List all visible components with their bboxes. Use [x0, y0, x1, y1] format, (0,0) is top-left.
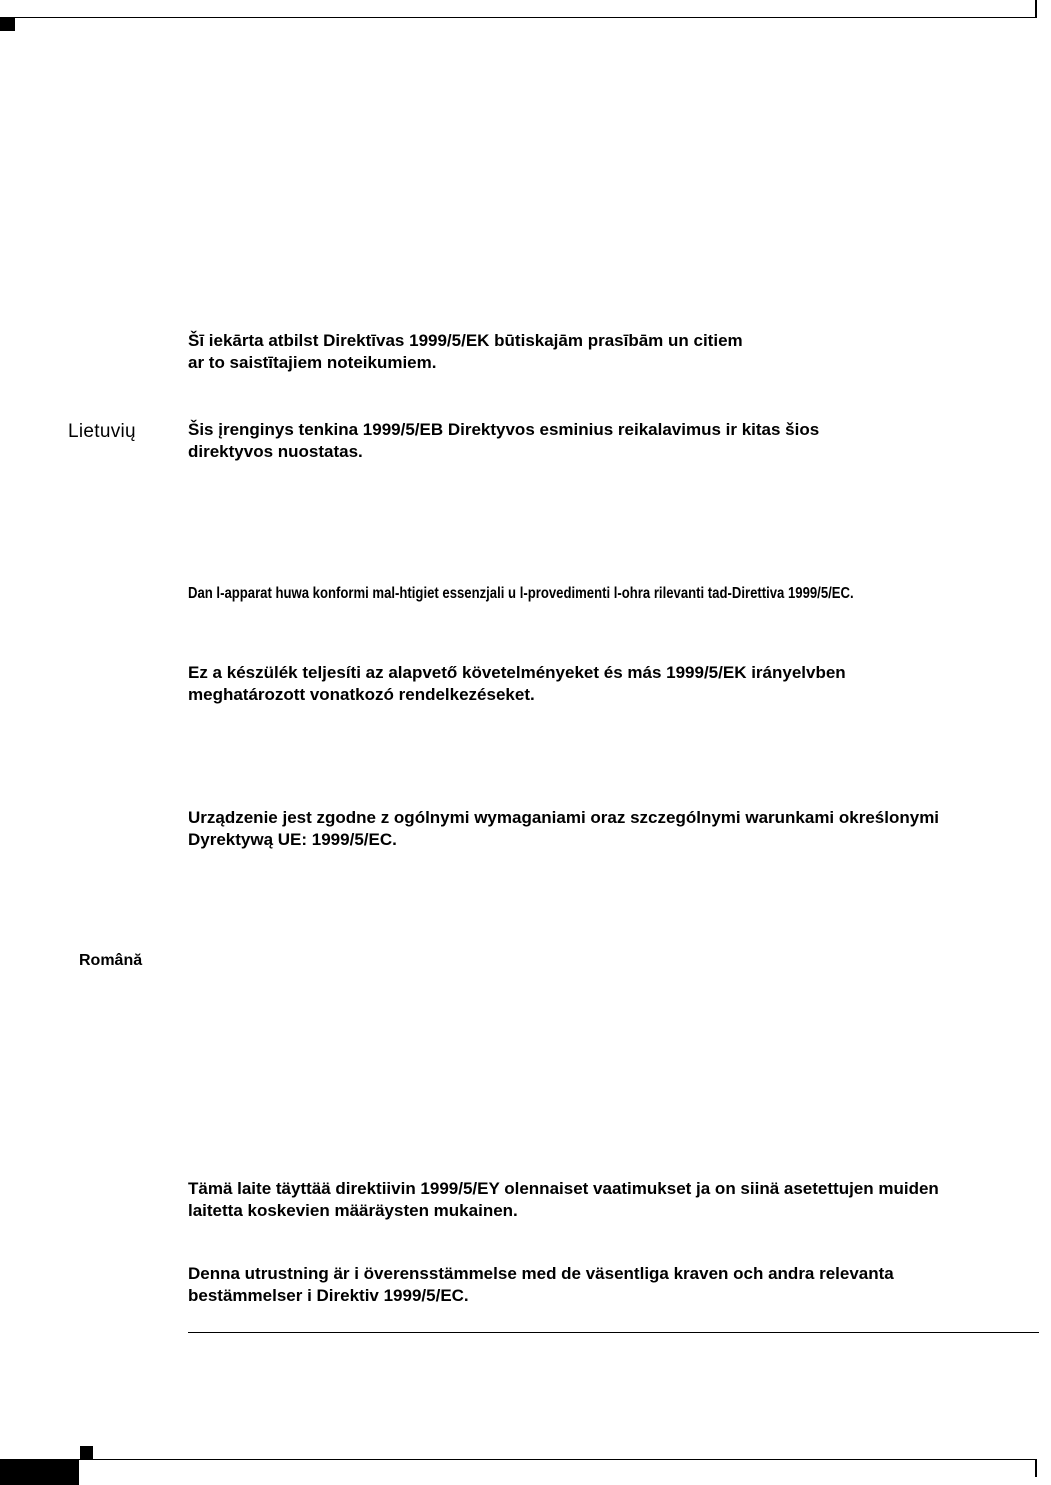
statement-polish: [188, 807, 939, 851]
statement-line: Dyrektywą UE: 1999/5/EC.: [188, 830, 397, 849]
statement-line: Šī iekārta atbilst Direktīvas 1999/5/EK būtiskajām prasībām un citiem: [188, 331, 743, 350]
statement-line: Dan l-apparat huwa konformi mal-htigiet essenzjali u l-provedimenti l-ohra rilevanti tad-Direttiva 1999/5/EC.: [188, 585, 854, 602]
footer-page-tab: [0, 1459, 79, 1485]
statement-line: laitetta koskevien määräysten mukainen.: [188, 1201, 518, 1220]
statement-hungarian: [188, 662, 846, 706]
header-corner-marker: [0, 18, 15, 31]
statement-line: meghatározott vonatkozó rendelkezéseket.: [188, 685, 535, 704]
statement-line: Ez a készülék teljesíti az alapvető követelményeket és más 1999/5/EK irányelvben: [188, 663, 846, 682]
header-rule-end-tick: [1035, 0, 1037, 18]
statement-line: Urządzenie jest zgodne z ogólnymi wymaganiami oraz szczególnymi warunkami określonymi: [188, 808, 940, 827]
statement-swedish: [188, 1263, 894, 1307]
header-rule: [0, 17, 1036, 18]
statement-lithuanian: [188, 419, 819, 463]
statement-line: ar to saistītajiem noteikumiem.: [188, 353, 437, 372]
statement-line: Šis įrenginys tenkina 1999/5/EB Direktyvos esminius reikalavimus ir kitas šios: [188, 420, 820, 439]
language-label-romanian: Română: [79, 952, 143, 969]
footer-marker-square: [80, 1446, 93, 1459]
statement-line: direktyvos nuostatas.: [188, 442, 363, 461]
section-end-rule: [188, 1332, 1039, 1333]
statement-latvian: [188, 330, 743, 374]
statement-finnish: [188, 1178, 939, 1222]
statement-line: Tämä laite täyttää direktiivin 1999/5/EY olennaiset vaatimukset ja on siinä asetettujen muiden: [188, 1179, 939, 1198]
statement-maltese: [188, 583, 854, 605]
statement-line: bestämmelser i Direktiv 1999/5/EC.: [188, 1286, 469, 1305]
footer-rule: [79, 1459, 1036, 1460]
statement-line: Denna utrustning är i överensstämmelse med de väsentliga kraven och andra relevanta: [188, 1264, 894, 1283]
language-label-lithuanian: Lietuvių: [68, 421, 136, 442]
footer-rule-end-tick: [1035, 1459, 1037, 1477]
